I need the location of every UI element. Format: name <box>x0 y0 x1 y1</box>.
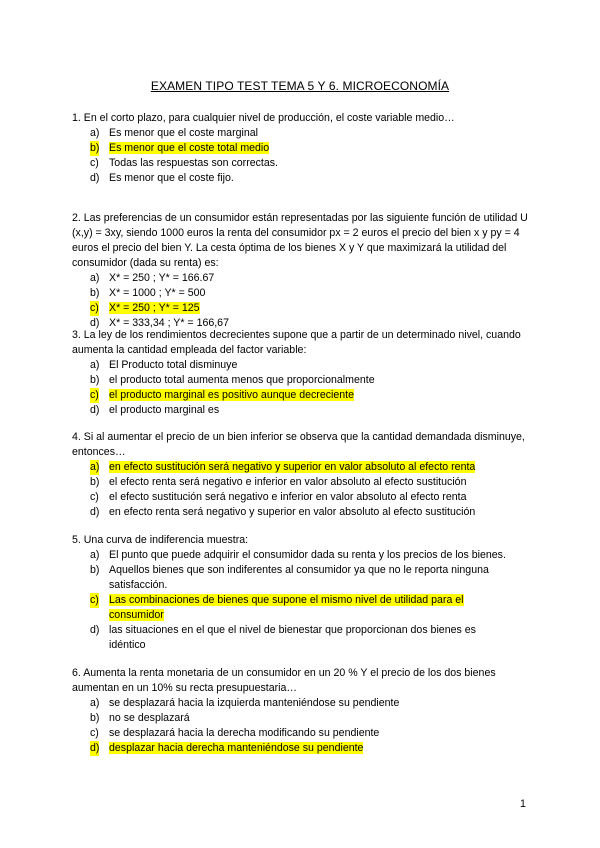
question-2 <box>72 211 532 331</box>
option-text-highlighted: en efecto sustitución será negativo y superior en valor absoluto al efecto renta <box>109 461 476 473</box>
option-d-correct: d) desplazar hacia derecha manteniéndose su pendiente <box>90 742 364 754</box>
option-text: Aquellos bienes que son indiferentes al consumidor ya que no le reporta ninguna satisfacción. <box>109 564 489 591</box>
option-a: a) Es menor que el coste marginal <box>90 127 258 139</box>
option-d: d) X* = 333,34 ; Y* = 166,67 <box>90 317 229 329</box>
option-text: El punto que puede adquirir el consumidor dada su renta y los precios de los bienes. <box>109 549 506 561</box>
options-list <box>72 548 532 653</box>
question-3 <box>72 328 532 418</box>
option-text-highlighted: el producto marginal es positivo aunque decreciente <box>109 389 354 401</box>
option-b: b) no se desplazará <box>90 712 190 724</box>
option-d: d) Es menor que el coste fijo. <box>90 172 234 184</box>
option-text: las situaciones en el que el nivel de bienestar que proporcionan dos bienes es idéntico <box>109 624 476 651</box>
option-a: a) se desplazará hacia la izquierda manteniéndose su pendiente <box>90 697 400 709</box>
option-c-correct: c) Las combinaciones de bienes que supone el mismo nivel de utilidad para el consumidor <box>90 594 464 621</box>
options-list <box>72 460 532 520</box>
option-b: b) el producto total aumenta menos que proporcionalmente <box>90 374 375 386</box>
option-text-highlighted: Las combinaciones de bienes que supone el mismo nivel de utilidad para el consumidor <box>109 594 464 621</box>
option-text: el producto marginal es <box>109 404 220 416</box>
option-d: d) en efecto renta será negativo y superior en valor absoluto al efecto sustitución <box>90 506 476 518</box>
option-c: c) el efecto sustitución será negativo e inferior en valor absoluto al efecto renta <box>90 491 467 503</box>
option-text: el efecto renta será negativo e inferior en valor absoluto al efecto sustitución <box>109 476 467 488</box>
option-text: el producto total aumenta menos que proporcionalmente <box>109 374 375 386</box>
page-title <box>0 79 600 94</box>
options-list <box>72 358 532 418</box>
option-text: se desplazará hacia la derecha modificando su pendiente <box>109 727 380 739</box>
option-text: El Producto total disminuye <box>109 359 238 371</box>
question-text: 1. En el corto plazo, para cualquier nivel de producción, el coste variable medio… <box>72 112 455 124</box>
option-b-correct: b) Es menor que el coste total medio <box>90 142 270 154</box>
option-text: X* = 1000 ; Y* = 500 <box>109 287 206 299</box>
question-text: 5. Una curva de indiferencia muestra: <box>72 534 249 546</box>
options-list <box>72 696 532 756</box>
option-d: d) las situaciones en el que el nivel de bienestar que proporcionan dos bienes es idéntico <box>90 624 476 651</box>
option-b: b) Aquellos bienes que son indiferentes al consumidor ya que no le reporta ninguna satisfacción. <box>90 564 489 591</box>
option-b: b) X* = 1000 ; Y* = 500 <box>90 287 206 299</box>
page-title-text: EXAMEN TIPO TEST TEMA 5 Y 6. MICROECONOMÍA <box>150 79 450 93</box>
option-c: c) Todas las respuestas son correctas. <box>90 157 278 169</box>
option-a: a) El punto que puede adquirir el consumidor dada su renta y los precios de los bienes. <box>90 549 506 561</box>
option-text: X* = 333,34 ; Y* = 166,67 <box>109 317 229 329</box>
options-list <box>72 126 532 186</box>
question-text: 6. Aumenta la renta monetaria de un consumidor en un 20 % Y el precio de los dos bienes aumentan en un 10% su recta presupuestaria… <box>72 667 496 694</box>
question-text: 3. La ley de los rendimientos decrecientes supone que a partir de un determinado nivel, cuando aumenta la cantidad empleada del factor variable: <box>72 329 521 356</box>
option-text: en efecto renta será negativo y superior en valor absoluto al efecto sustitución <box>109 506 476 518</box>
option-b: b) el efecto renta será negativo e inferior en valor absoluto al efecto sustitución <box>90 476 467 488</box>
option-a-correct: a) en efecto sustitución será negativo y superior en valor absoluto al efecto renta <box>90 461 476 473</box>
option-a: a) El Producto total disminuye <box>90 359 238 371</box>
option-d: d) el producto marginal es <box>90 404 220 416</box>
option-c-correct: c) X* = 250 ; Y* = 125 <box>90 302 200 314</box>
option-text: no se desplazará <box>109 712 190 724</box>
option-text-highlighted: desplazar hacia derecha manteniéndose su pendiente <box>109 742 364 754</box>
option-text: X* = 250 ; Y* = 166.67 <box>109 272 215 284</box>
option-text-highlighted: X* = 250 ; Y* = 125 <box>109 302 200 314</box>
question-6 <box>72 666 532 756</box>
option-text: Es menor que el coste marginal <box>109 127 258 139</box>
option-text: Todas las respuestas son correctas. <box>109 157 278 169</box>
question-text: 2. Las preferencias de un consumidor están representadas por las siguiente función de utilidad U (x,y) = 3xy, siendo 1000 euros la renta del consumidor px = 2 euros el precio del bien x y py = 4 euros el precio del bien Y. La cesta óptima de los bienes X y Y que maximizará la utilidad del consumidor (dada su renta) es: <box>72 212 528 269</box>
question-4 <box>72 430 532 520</box>
page-number: 1 <box>520 798 526 810</box>
option-text: el efecto sustitución será negativo e inferior en valor absoluto al efecto renta <box>109 491 467 503</box>
option-text-highlighted: Es menor que el coste total medio <box>109 142 270 154</box>
question-text: 4. Si al aumentar el precio de un bien inferior se observa que la cantidad demandada disminuye, entonces… <box>72 431 525 458</box>
question-1 <box>72 111 532 186</box>
option-a: a) X* = 250 ; Y* = 166.67 <box>90 272 215 284</box>
question-5 <box>72 533 532 653</box>
option-text: Es menor que el coste fijo. <box>109 172 234 184</box>
option-c: c) se desplazará hacia la derecha modificando su pendiente <box>90 727 380 739</box>
option-c-correct: c) el producto marginal es positivo aunque decreciente <box>90 389 354 401</box>
options-list <box>72 271 532 331</box>
option-text: se desplazará hacia la izquierda manteniéndose su pendiente <box>109 697 400 709</box>
